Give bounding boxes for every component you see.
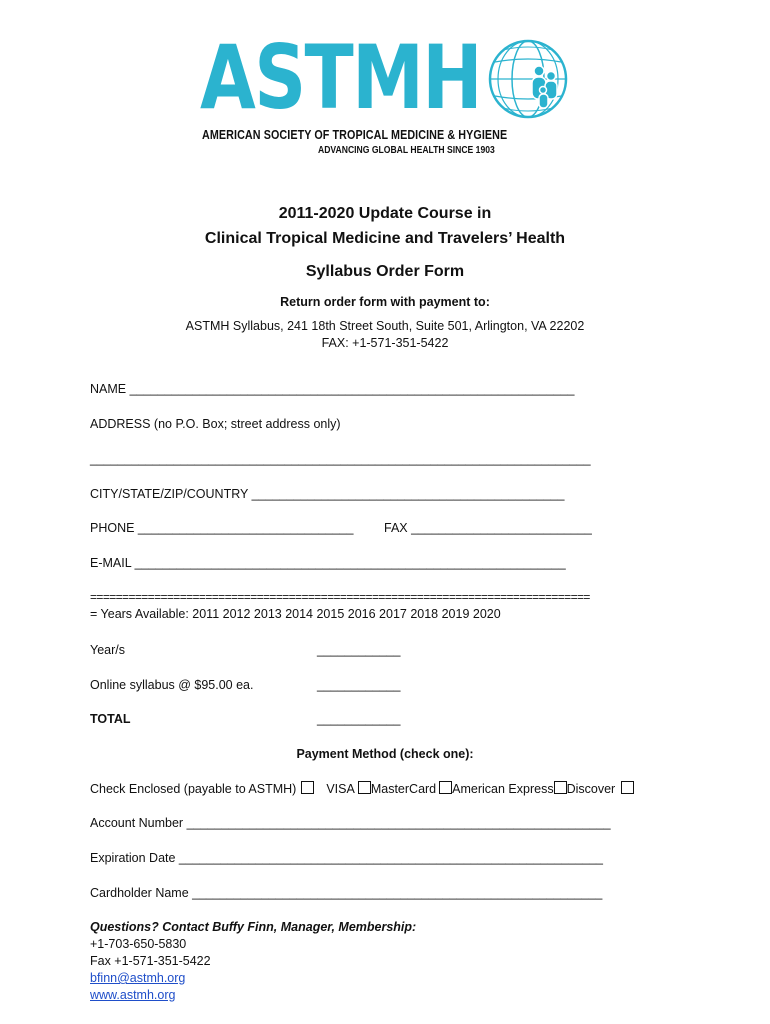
- return-address: ASTMH Syllabus, 241 18th Street South, Suite 501, Arlington, VA 22202: [185, 319, 585, 333]
- address-field[interactable]: ________________________________________________________________________: [90, 452, 591, 466]
- online-syllabus-blank[interactable]: ____________: [317, 678, 401, 692]
- course-title-line2: Clinical Tropical Medicine and Travelers’ Health: [204, 230, 566, 247]
- years-available: = Years Available: 2011 2012 2013 2014 2015 2016 2017 2018 2019 2020: [90, 607, 501, 621]
- return-label: Return order form with payment to:: [280, 295, 490, 309]
- account-number-field[interactable]: Account Number _____________________________________________________________: [90, 816, 611, 830]
- amex-label: American Express: [452, 782, 554, 796]
- check-enclosed-checkbox[interactable]: [301, 781, 314, 794]
- expiration-date-field[interactable]: Expiration Date _____________________________________________________________: [90, 851, 604, 865]
- organization-name: AMERICAN SOCIETY OF TROPICAL MEDICINE & HYGIENE: [202, 128, 508, 142]
- mastercard-label: MasterCard: [370, 782, 437, 796]
- visa-checkbox[interactable]: [358, 781, 371, 794]
- phone-field[interactable]: PHONE _______________________________: [90, 521, 354, 535]
- years-label: Year/s: [90, 643, 125, 657]
- payment-options-row: [90, 781, 634, 796]
- cardholder-name-field[interactable]: Cardholder Name ___________________________________________________________: [90, 886, 603, 900]
- online-syllabus-label: Online syllabus @ $95.00 ea.: [90, 678, 254, 692]
- email-field[interactable]: E-MAIL ______________________________________________________________: [90, 556, 566, 570]
- astmh-wordmark: ASTMH: [200, 26, 482, 129]
- address-label: ADDRESS (no P.O. Box; street address only): [90, 417, 341, 431]
- contact-fax: Fax +1-571-351-5422: [90, 954, 211, 968]
- amex-checkbox[interactable]: [554, 781, 567, 794]
- name-field[interactable]: NAME ________________________________________________________________: [90, 382, 575, 396]
- discover-checkbox[interactable]: [621, 781, 634, 794]
- contact-question: Questions? Contact Buffy Finn, Manager, Membership:: [90, 920, 417, 934]
- contact-email-link[interactable]: bfinn@astmh.org: [90, 971, 186, 985]
- organization-tagline: ADVANCING GLOBAL HEALTH SINCE 1903: [318, 145, 495, 156]
- mastercard-checkbox[interactable]: [439, 781, 452, 794]
- course-title-line1: 2011-2020 Update Course in: [278, 205, 492, 222]
- total-blank[interactable]: ____________: [317, 712, 401, 726]
- visa-label: VISA: [326, 782, 355, 796]
- city-state-zip-field[interactable]: CITY/STATE/ZIP/COUNTRY _____________________________________________: [90, 487, 565, 501]
- globe-family-logo-icon: [487, 38, 569, 120]
- return-fax: FAX: +1-571-351-5422: [321, 336, 449, 350]
- years-blank[interactable]: ____________: [317, 643, 401, 657]
- website-link[interactable]: www.astmh.org: [90, 988, 176, 1002]
- contact-phone: +1-703-650-5830: [90, 937, 187, 951]
- payment-method-heading: Payment Method (check one):: [296, 747, 474, 761]
- divider: ==============================================================================: [90, 590, 590, 604]
- check-enclosed-label: Check Enclosed (payable to ASTMH): [90, 782, 297, 796]
- fax-field[interactable]: FAX __________________________: [384, 521, 592, 535]
- discover-label: Discover: [566, 782, 616, 796]
- total-label: TOTAL: [90, 712, 131, 726]
- form-title: Syllabus Order Form: [305, 263, 465, 280]
